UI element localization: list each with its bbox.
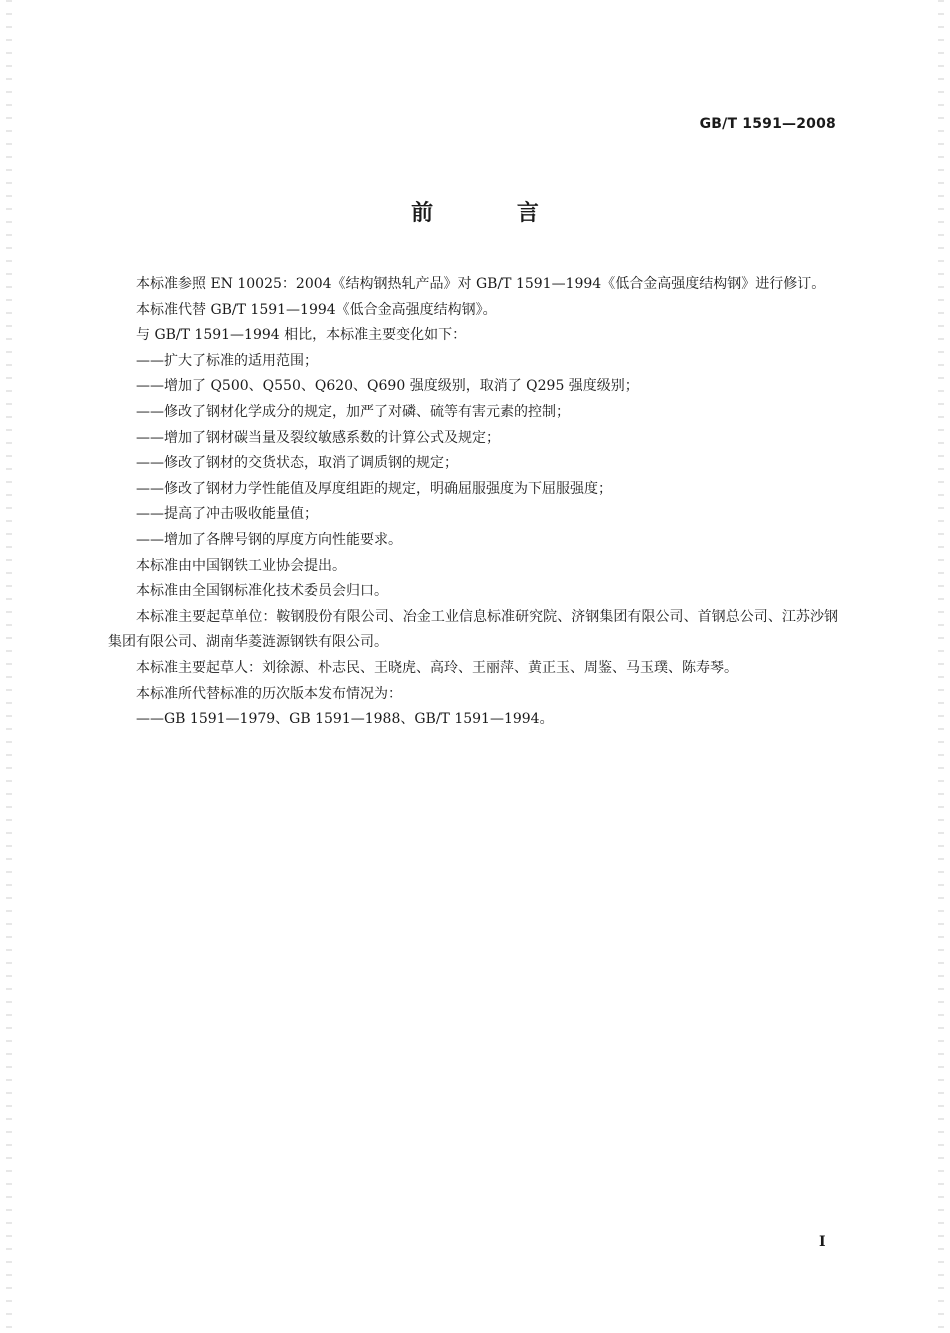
change-item: ——增加了 Q500、Q550、Q620、Q690 强度级别，取消了 Q295 强度级别； bbox=[136, 378, 639, 395]
change-item: ——增加了各牌号钢的厚度方向性能要求。 bbox=[136, 531, 402, 548]
history-item: ——GB 1591—1979、GB 1591—1988、GB/T 1591—1994。 bbox=[136, 711, 554, 728]
standard-code: GB/T 1591—2008 bbox=[699, 116, 836, 132]
preface-body bbox=[108, 272, 838, 733]
page-number: I bbox=[819, 1234, 826, 1250]
paragraph-changes-intro: 与 GB/T 1591—1994 相比，本标准主要变化如下： bbox=[136, 327, 467, 344]
change-item: ——修改了钢材力学性能值及厚度组距的规定，明确屈服强度为下屈服强度； bbox=[136, 480, 612, 497]
paragraph-drafters: 本标准主要起草人：刘徐源、朴志民、王晓虎、高玲、王丽萍、黄正玉、周鉴、马玉璞、陈寿琴。 bbox=[136, 659, 738, 676]
paragraph-drafting-units: 本标准主要起草单位：鞍钢股份有限公司、冶金工业信息标准研究院、济钢集团有限公司、首钢总公司、江苏沙钢集团有限公司、湖南华菱涟源钢铁有限公司。 bbox=[108, 608, 838, 651]
paragraph-replaces: 本标准代替 GB/T 1591—1994《低合金高强度结构钢》。 bbox=[136, 301, 497, 318]
change-item: ——增加了钢材碳当量及裂纹敏感系数的计算公式及规定； bbox=[136, 429, 500, 446]
paragraph-history-intro: 本标准所代替标准的历次版本发布情况为： bbox=[136, 685, 402, 702]
paragraph-reference: 本标准参照 EN 10025：2004《结构钢热轧产品》对 GB/T 1591—1994《低合金高强度结构钢》进行修订。 bbox=[136, 276, 826, 292]
change-item: ——修改了钢材化学成分的规定，加严了对磷、硫等有害元素的控制； bbox=[136, 403, 570, 420]
paragraph-proposer: 本标准由中国钢铁工业协会提出。 bbox=[136, 557, 346, 574]
page-title: 前 言 bbox=[411, 200, 577, 226]
change-item: ——修改了钢材的交货状态，取消了调质钢的规定； bbox=[136, 455, 458, 472]
change-item: ——扩大了标准的适用范围； bbox=[136, 352, 318, 369]
paragraph-administrator: 本标准由全国钢标准化技术委员会归口。 bbox=[136, 583, 388, 600]
change-item: ——提高了冲击吸收能量值； bbox=[136, 506, 318, 523]
